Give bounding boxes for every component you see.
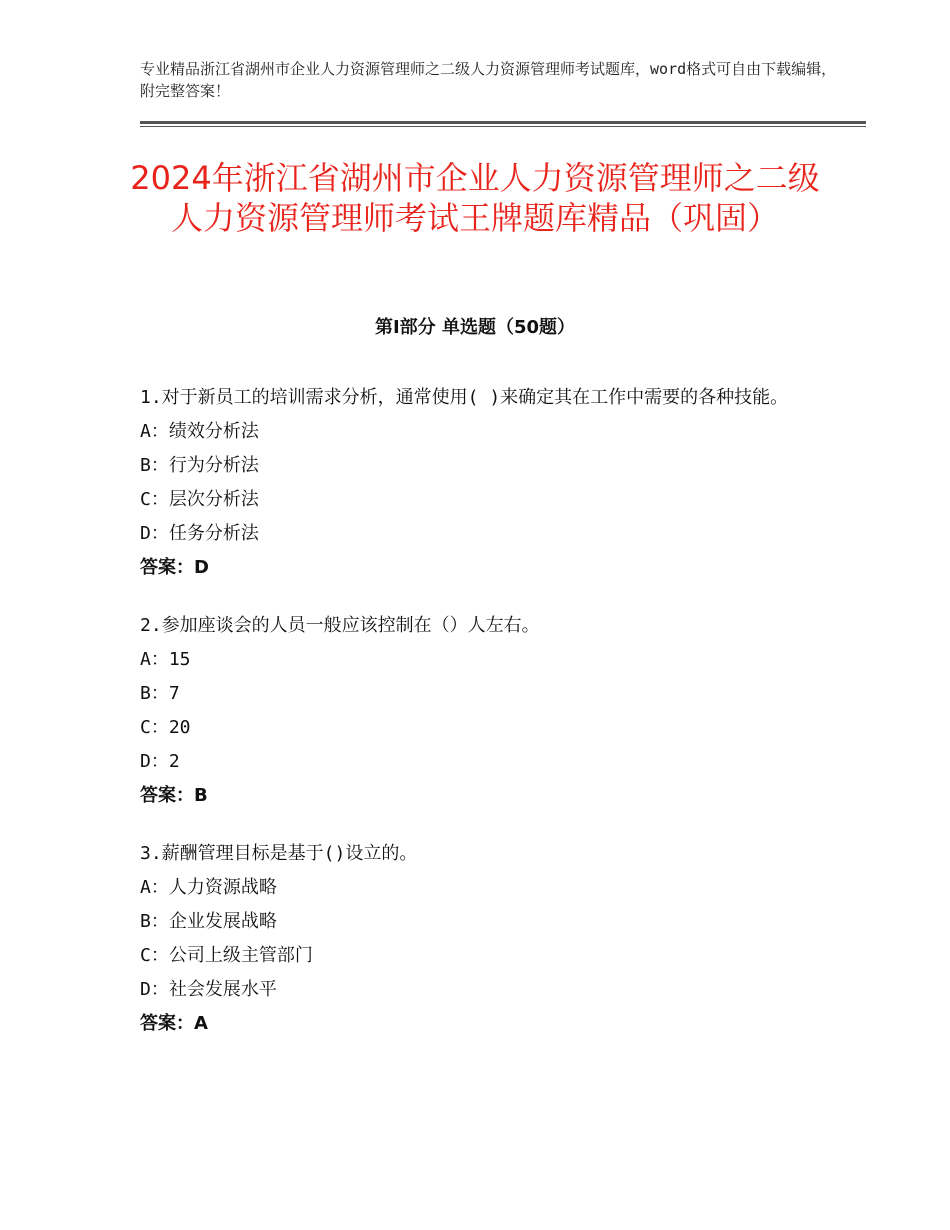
option-c: C：20 xyxy=(140,717,191,738)
option-b: B：企业发展战略 xyxy=(140,911,277,932)
answer-line: 答案：A xyxy=(140,1013,208,1034)
header-rule-thick xyxy=(140,121,866,124)
option-c: C：层次分析法 xyxy=(140,489,259,510)
answer-line: 答案：B xyxy=(140,785,208,806)
answer-line: 答案：D xyxy=(140,557,209,578)
question-item xyxy=(140,381,830,585)
header-rule-thin xyxy=(140,126,866,127)
header-note: 专业精品浙江省湖州市企业人力资源管理师之二级人力资源管理师考试题库，word格式可自由下载编辑，附完整答案！ xyxy=(140,60,837,100)
option-d: D：任务分析法 xyxy=(140,523,259,544)
option-a: A：15 xyxy=(140,649,191,670)
question-stem: 3.薪酬管理目标是基于()设立的。 xyxy=(140,843,418,864)
question-list xyxy=(140,381,830,1065)
option-d: D：社会发展水平 xyxy=(140,979,277,1000)
option-a: A：绩效分析法 xyxy=(140,421,259,442)
question-item xyxy=(140,609,830,813)
option-c: C：公司上级主管部门 xyxy=(140,945,313,966)
option-b: B：7 xyxy=(140,683,180,704)
option-a: A：人力资源战略 xyxy=(140,877,277,898)
document-title: 2024年浙江省湖州市企业人力资源管理师之二级人力资源管理师考试王牌题库精品（巩固） xyxy=(130,159,820,237)
question-stem: 2.参加座谈会的人员一般应该控制在（）人左右。 xyxy=(140,615,540,636)
question-stem: 1.对于新员工的培训需求分析，通常使用( )来确定其在工作中需要的各种技能。 xyxy=(140,387,789,408)
option-d: D：2 xyxy=(140,751,180,772)
option-b: B：行为分析法 xyxy=(140,455,259,476)
section-heading: 第Ⅰ部分 单选题（50题） xyxy=(374,317,575,338)
question-item xyxy=(140,837,830,1041)
